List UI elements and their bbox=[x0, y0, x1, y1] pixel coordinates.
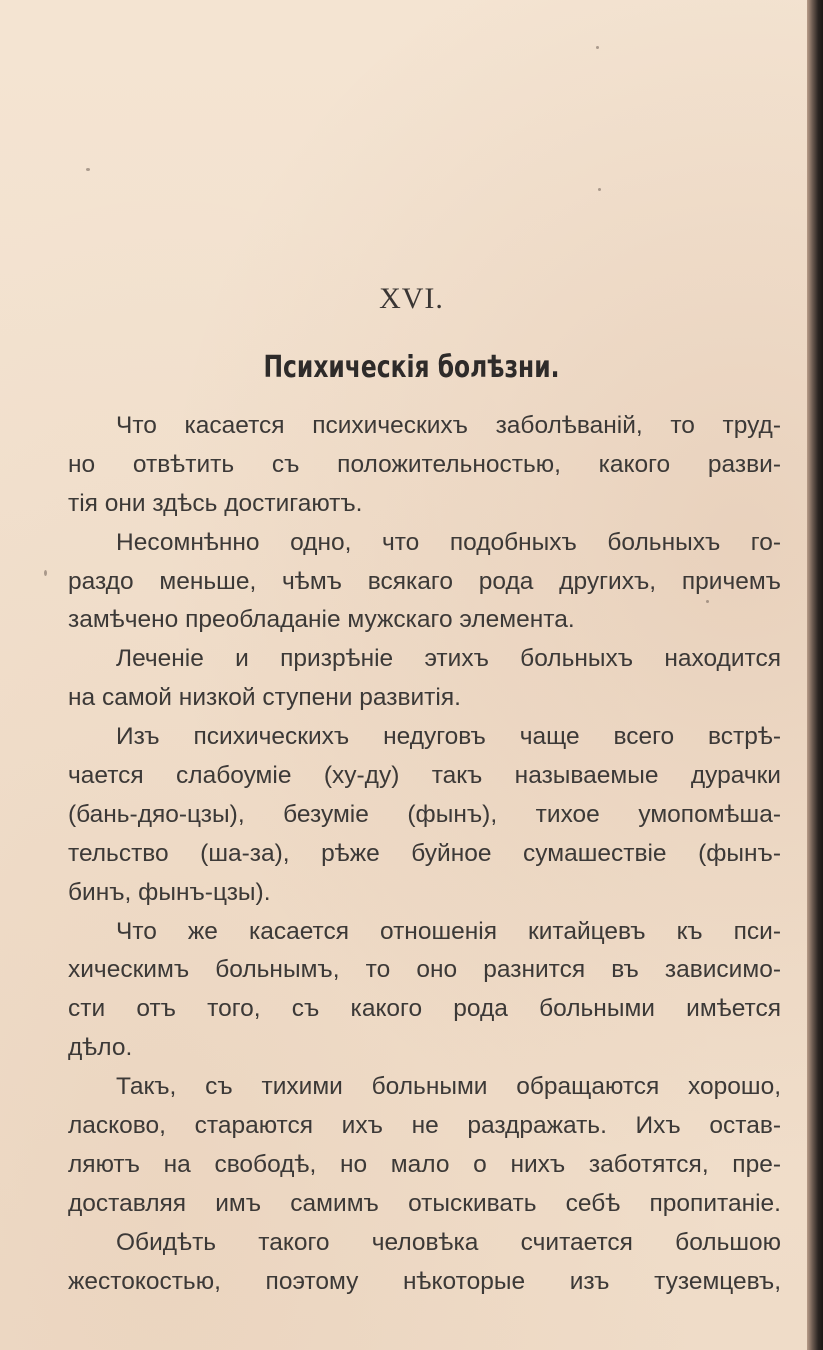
text-line: тельство (ша-за), рѣже буйное сумашествіе (фынъ- bbox=[68, 839, 781, 867]
chapter-title: Психическія болѣзни. bbox=[263, 350, 560, 385]
text-line: тія они здѣсь достигаютъ. bbox=[68, 489, 363, 517]
paper-speck bbox=[86, 168, 90, 171]
text-line: ласково, стараются ихъ не раздражать. Ихъ остав- bbox=[68, 1112, 781, 1140]
text-line: дѣло. bbox=[68, 1034, 133, 1062]
paper-speck bbox=[596, 46, 599, 49]
body-text bbox=[68, 407, 781, 1301]
text-line: доставляя имъ самимъ отыскивать себѣ пропитаніе. bbox=[68, 1189, 781, 1217]
chapter-number: XVI. bbox=[379, 282, 444, 315]
paper-speck bbox=[44, 570, 47, 576]
text-line: ляютъ на свободѣ, но мало о нихъ заботятся, пре- bbox=[68, 1150, 781, 1178]
text-line: Несомнѣнно одно, что подобныхъ больныхъ го- bbox=[116, 528, 781, 556]
text-line: Леченіе и призрѣніе этихъ больныхъ находится bbox=[116, 645, 781, 673]
text-line: чается слабоуміе (ху-ду) такъ называемые дурачки bbox=[68, 762, 781, 790]
text-line: Такъ, съ тихими больными обращаются хорошо, bbox=[116, 1073, 781, 1101]
page-edge-shadow bbox=[807, 0, 823, 1350]
text-line: Обидѣть такого человѣка считается большою bbox=[116, 1228, 781, 1256]
text-line: Что же касается отношенія китайцевъ къ пси- bbox=[116, 917, 781, 945]
paper-speck bbox=[598, 188, 601, 191]
text-line: на самой низкой ступени развитія. bbox=[68, 684, 461, 712]
text-line: но отвѣтить съ положительностью, какого разви- bbox=[68, 450, 781, 478]
text-line: жестокостью, поэтому нѣкоторые изъ туземцевъ, bbox=[68, 1267, 781, 1295]
text-line: (бань-дяо-цзы), безуміе (фынъ), тихое умопомѣша- bbox=[68, 800, 781, 828]
text-line: Что касается психическихъ заболѣваній, то труд- bbox=[116, 412, 781, 439]
text-line: Изъ психическихъ недуговъ чаще всего встрѣ- bbox=[116, 723, 781, 751]
text-line: сти отъ того, съ какого рода больными имѣется bbox=[68, 995, 781, 1023]
text-line: хическимъ больнымъ, то оно разнится въ зависимо- bbox=[68, 956, 781, 984]
text-line: замѣчено преобладаніе мужскаго элемента. bbox=[68, 606, 575, 634]
text-line: раздо меньше, чѣмъ всякаго рода другихъ, причемъ bbox=[68, 567, 781, 595]
text-line: бинъ, фынъ-цзы). bbox=[68, 878, 271, 906]
